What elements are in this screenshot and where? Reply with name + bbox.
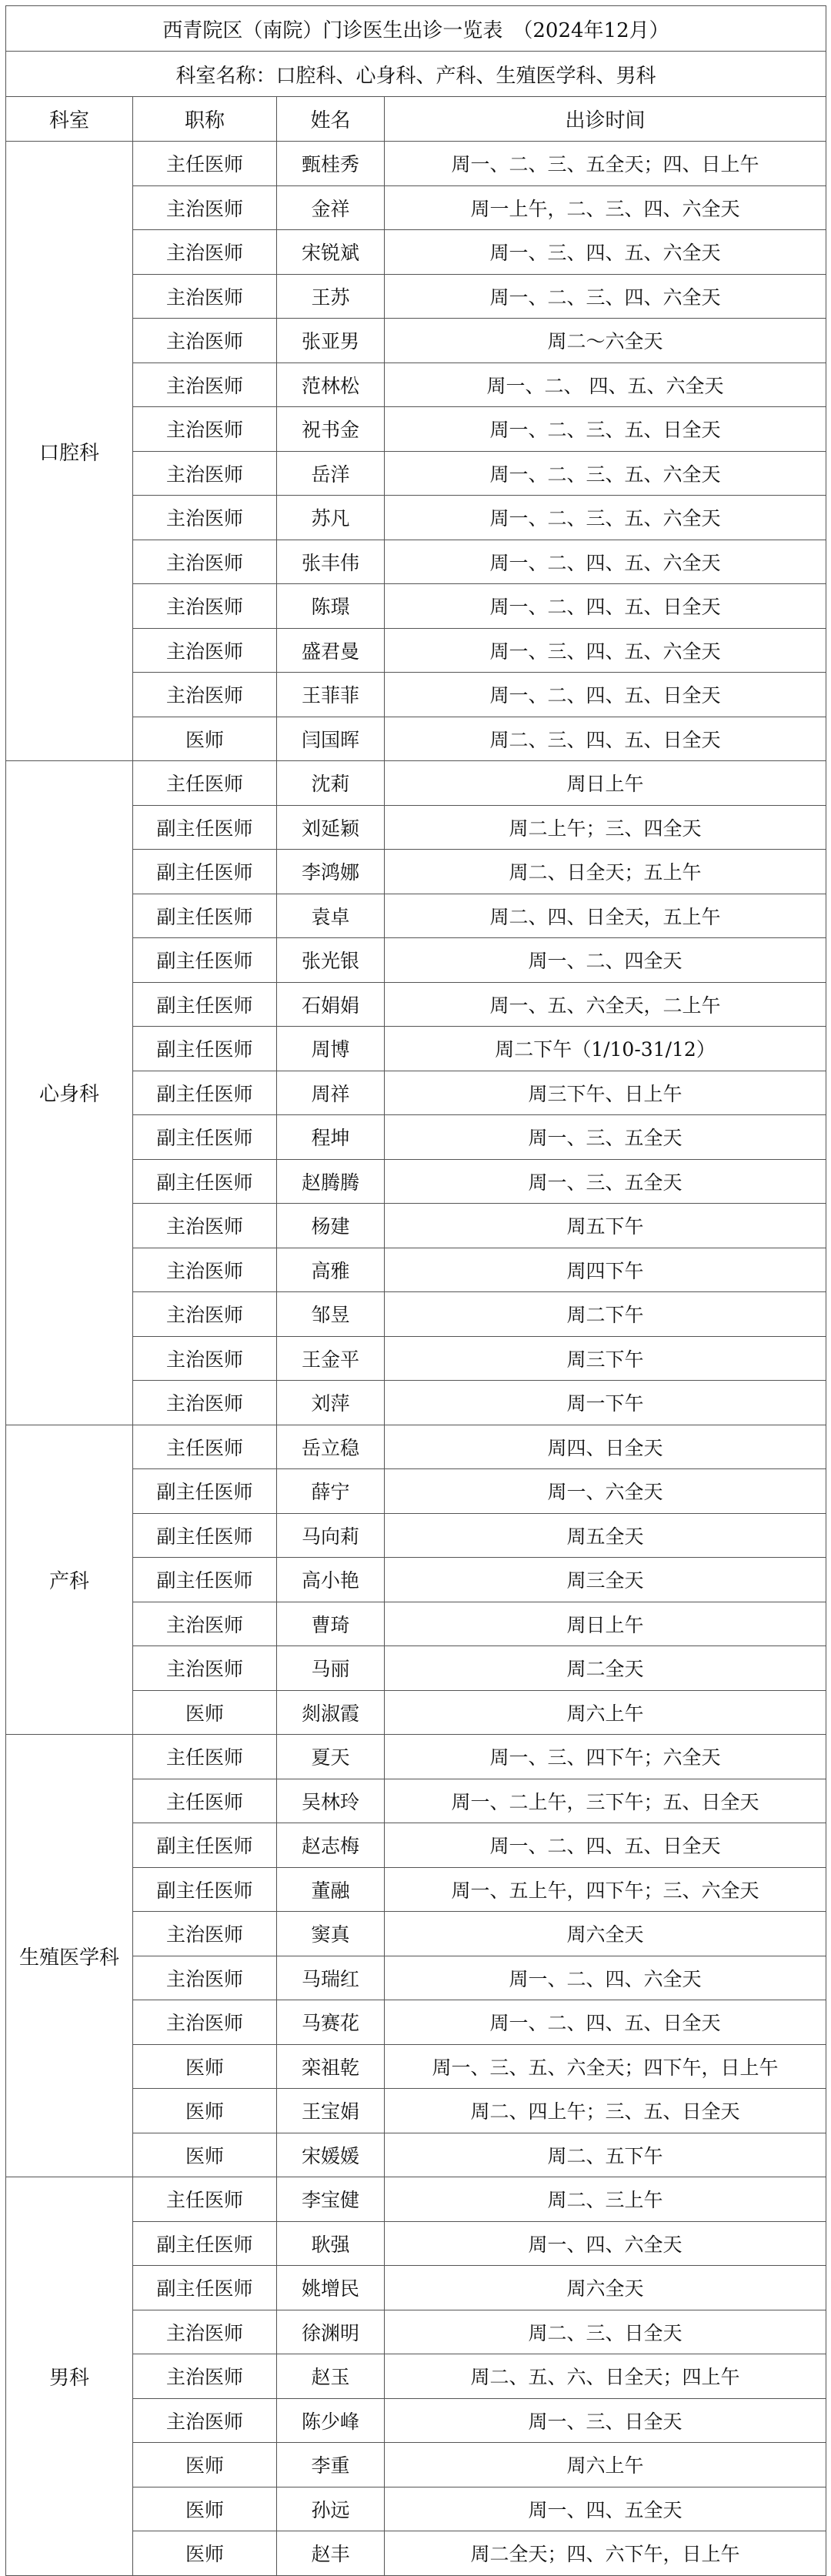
doctor-schedule: 周一、四、六全天 [385, 2221, 826, 2266]
department-name: 产科 [6, 1425, 133, 1735]
doctor-schedule: 周二全天；四、六下午，日上午 [385, 2531, 826, 2576]
doctor-name: 高雅 [277, 1248, 385, 1292]
doctor-name: 苏凡 [277, 496, 385, 540]
doctor-schedule: 周六上午 [385, 1690, 826, 1735]
department-name: 口腔科 [6, 142, 133, 761]
table-row [6, 1425, 826, 1469]
doctor-name: 薛宁 [277, 1469, 385, 1514]
doctor-schedule: 周日上午 [385, 761, 826, 806]
doctor-schedule: 周三全天 [385, 1558, 826, 1602]
doctor-schedule: 周四下午 [385, 1248, 826, 1292]
doctor-schedule: 周一、五、六全天，二上午 [385, 982, 826, 1027]
doctor-rank: 主治医师 [133, 496, 277, 540]
doctor-rank: 副主任医师 [133, 1115, 277, 1160]
doctor-rank: 主治医师 [133, 1646, 277, 1691]
department-name: 生殖医学科 [6, 1735, 133, 2177]
doctor-name: 赵志梅 [277, 1823, 385, 1868]
doctor-schedule: 周六全天 [385, 1912, 826, 1956]
doctor-rank: 主治医师 [133, 407, 277, 452]
doctor-name: 李鸿娜 [277, 850, 385, 894]
doctor-rank: 主治医师 [133, 274, 277, 319]
doctor-name: 沈莉 [277, 761, 385, 806]
header-dept: 科室 [6, 97, 133, 142]
doctor-schedule: 周六上午 [385, 2443, 826, 2487]
doctor-rank: 主治医师 [133, 2398, 277, 2443]
doctor-rank: 医师 [133, 2089, 277, 2133]
doctor-name: 李重 [277, 2443, 385, 2487]
doctor-schedule: 周一、二、三、四、六全天 [385, 274, 826, 319]
doctor-rank: 副主任医师 [133, 894, 277, 938]
doctor-schedule: 周二上午；三、四全天 [385, 805, 826, 850]
doctor-rank: 副主任医师 [133, 1823, 277, 1868]
header-rank: 职称 [133, 97, 277, 142]
doctor-rank: 主治医师 [133, 319, 277, 363]
doctor-name: 宋媛媛 [277, 2133, 385, 2177]
doctor-rank: 主治医师 [133, 1381, 277, 1425]
doctor-rank: 主治医师 [133, 628, 277, 673]
doctor-rank: 主治医师 [133, 540, 277, 584]
doctor-name: 岳洋 [277, 451, 385, 496]
doctor-name: 马瑞红 [277, 1956, 385, 2000]
doctor-name: 徐渊明 [277, 2310, 385, 2354]
doctor-schedule: 周一、三、四、五、六全天 [385, 230, 826, 275]
doctor-name: 杨建 [277, 1204, 385, 1248]
doctor-schedule: 周一、六全天 [385, 1469, 826, 1514]
table-row [6, 2177, 826, 2222]
doctor-rank: 主治医师 [133, 451, 277, 496]
doctor-name: 岳立稳 [277, 1425, 385, 1469]
doctor-rank: 医师 [133, 2531, 277, 2576]
doctor-schedule: 周一、二、三、五、日全天 [385, 407, 826, 452]
doctor-rank: 主治医师 [133, 2000, 277, 2045]
doctor-schedule: 周二、三、日全天 [385, 2310, 826, 2354]
doctor-name: 赵玉 [277, 2354, 385, 2399]
doctor-rank: 副主任医师 [133, 805, 277, 850]
doctor-name: 赵丰 [277, 2531, 385, 2576]
doctor-name: 盛君曼 [277, 628, 385, 673]
doctor-rank: 主任医师 [133, 142, 277, 186]
doctor-rank: 医师 [133, 2133, 277, 2177]
doctor-rank: 主任医师 [133, 1425, 277, 1469]
doctor-schedule: 周五全天 [385, 1513, 826, 1558]
doctor-rank: 医师 [133, 2487, 277, 2531]
doctor-rank: 副主任医师 [133, 850, 277, 894]
doctor-name: 夏天 [277, 1735, 385, 1779]
doctor-rank: 副主任医师 [133, 2221, 277, 2266]
doctor-schedule: 周一、二、四、六全天 [385, 1956, 826, 2000]
doctor-schedule: 周一、二、四、五、六全天 [385, 540, 826, 584]
doctor-schedule: 周一、二、四、五、日全天 [385, 584, 826, 629]
doctor-name: 邹昱 [277, 1292, 385, 1337]
doctor-name: 周祥 [277, 1071, 385, 1115]
doctor-rank: 医师 [133, 1690, 277, 1735]
doctor-name: 甄桂秀 [277, 142, 385, 186]
doctor-rank: 主治医师 [133, 1336, 277, 1381]
doctor-rank: 副主任医师 [133, 2266, 277, 2310]
doctor-schedule: 周一、三、四、五、六全天 [385, 628, 826, 673]
doctor-schedule: 周一、二、三、五、六全天 [385, 496, 826, 540]
table-row [6, 142, 826, 186]
page-title: 西青院区（南院）门诊医生出诊一览表 （2024年12月） [6, 6, 826, 52]
doctor-name: 袁卓 [277, 894, 385, 938]
doctor-rank: 副主任医师 [133, 1469, 277, 1514]
table-row [6, 1735, 826, 1779]
doctor-name: 董融 [277, 1867, 385, 1912]
doctor-schedule: 周一上午，二、三、四、六全天 [385, 185, 826, 230]
department-list-subtitle: 科室名称：口腔科、心身科、产科、生殖医学科、男科 [6, 52, 826, 97]
doctor-rank: 主任医师 [133, 1735, 277, 1779]
doctor-name: 王宝娟 [277, 2089, 385, 2133]
schedule-table [5, 5, 826, 2576]
doctor-rank: 副主任医师 [133, 1558, 277, 1602]
doctor-rank: 主治医师 [133, 1956, 277, 2000]
doctor-schedule: 周一、二上午，三下午；五、日全天 [385, 1779, 826, 1823]
department-name: 心身科 [6, 761, 133, 1425]
doctor-name: 陈少峰 [277, 2398, 385, 2443]
header-schedule: 出诊时间 [385, 97, 826, 142]
doctor-schedule: 周二、四上午；三、五、日全天 [385, 2089, 826, 2133]
doctor-schedule: 周一、四、五全天 [385, 2487, 826, 2531]
doctor-rank: 主治医师 [133, 673, 277, 717]
doctor-schedule: 周二、三上午 [385, 2177, 826, 2222]
doctor-name: 金祥 [277, 185, 385, 230]
doctor-name: 窦真 [277, 1912, 385, 1956]
doctor-rank: 主任医师 [133, 761, 277, 806]
doctor-schedule: 周日上午 [385, 1602, 826, 1646]
doctor-name: 高小艳 [277, 1558, 385, 1602]
subtitle-row [6, 52, 826, 97]
doctor-schedule: 周二、五、六、日全天；四上午 [385, 2354, 826, 2399]
doctor-name: 王苏 [277, 274, 385, 319]
schedule-table-body [6, 6, 826, 2576]
doctor-name: 石娟娟 [277, 982, 385, 1027]
doctor-schedule: 周五下午 [385, 1204, 826, 1248]
doctor-schedule: 周二全天 [385, 1646, 826, 1691]
doctor-rank: 医师 [133, 2044, 277, 2089]
doctor-name: 马赛花 [277, 2000, 385, 2045]
doctor-rank: 主治医师 [133, 1602, 277, 1646]
doctor-rank: 主治医师 [133, 1248, 277, 1292]
doctor-schedule: 周二、日全天；五上午 [385, 850, 826, 894]
doctor-name: 孙远 [277, 2487, 385, 2531]
doctor-rank: 主治医师 [133, 1204, 277, 1248]
doctor-rank: 主任医师 [133, 2177, 277, 2222]
doctor-rank: 医师 [133, 717, 277, 761]
doctor-name: 马向莉 [277, 1513, 385, 1558]
doctor-rank: 副主任医师 [133, 1513, 277, 1558]
doctor-name: 张丰伟 [277, 540, 385, 584]
doctor-rank: 主治医师 [133, 1292, 277, 1337]
doctor-schedule: 周二、五下午 [385, 2133, 826, 2177]
doctor-rank: 医师 [133, 2443, 277, 2487]
doctor-name: 祝书金 [277, 407, 385, 452]
doctor-rank: 副主任医师 [133, 938, 277, 983]
doctor-rank: 副主任医师 [133, 982, 277, 1027]
doctor-schedule: 周二下午 [385, 1292, 826, 1337]
doctor-schedule: 周一、三、五、六全天；四下午，日上午 [385, 2044, 826, 2089]
header-row [6, 97, 826, 142]
department-name: 男科 [6, 2177, 133, 2576]
doctor-name: 王菲菲 [277, 673, 385, 717]
doctor-name: 姚增民 [277, 2266, 385, 2310]
doctor-schedule: 周二、三、四、五、日全天 [385, 717, 826, 761]
doctor-schedule: 周一、二、三、五、六全天 [385, 451, 826, 496]
doctor-name: 张亚男 [277, 319, 385, 363]
doctor-schedule: 周二下午（1/10-31/12） [385, 1027, 826, 1071]
doctor-schedule: 周三下午 [385, 1336, 826, 1381]
doctor-rank: 主治医师 [133, 230, 277, 275]
doctor-schedule: 周一、二、四全天 [385, 938, 826, 983]
doctor-rank: 主治医师 [133, 2354, 277, 2399]
doctor-schedule: 周二～六全天 [385, 319, 826, 363]
doctor-schedule: 周三下午、日上午 [385, 1071, 826, 1115]
doctor-name: 耿强 [277, 2221, 385, 2266]
doctor-name: 赵腾腾 [277, 1159, 385, 1204]
doctor-schedule: 周四、日全天 [385, 1425, 826, 1469]
doctor-name: 栾祖乾 [277, 2044, 385, 2089]
doctor-rank: 副主任医师 [133, 1159, 277, 1204]
doctor-schedule: 周一、二、四、五、日全天 [385, 2000, 826, 2045]
doctor-schedule: 周一、三、四下午；六全天 [385, 1735, 826, 1779]
doctor-rank: 主治医师 [133, 1912, 277, 1956]
doctor-name: 剡淑霞 [277, 1690, 385, 1735]
doctor-rank: 副主任医师 [133, 1027, 277, 1071]
doctor-schedule: 周一、二、三、五全天；四、日上午 [385, 142, 826, 186]
doctor-schedule: 周一、三、五全天 [385, 1159, 826, 1204]
doctor-schedule: 周一、五上午，四下午；三、六全天 [385, 1867, 826, 1912]
doctor-name: 吴林玲 [277, 1779, 385, 1823]
doctor-name: 程坤 [277, 1115, 385, 1160]
doctor-name: 陈璟 [277, 584, 385, 629]
doctor-name: 周博 [277, 1027, 385, 1071]
doctor-name: 王金平 [277, 1336, 385, 1381]
doctor-name: 刘萍 [277, 1381, 385, 1425]
doctor-name: 张光银 [277, 938, 385, 983]
doctor-rank: 主任医师 [133, 1779, 277, 1823]
doctor-rank: 主治医师 [133, 2310, 277, 2354]
doctor-name: 宋锐斌 [277, 230, 385, 275]
doctor-rank: 副主任医师 [133, 1071, 277, 1115]
doctor-name: 刘延颖 [277, 805, 385, 850]
doctor-name: 范林松 [277, 363, 385, 407]
doctor-schedule: 周一、三、日全天 [385, 2398, 826, 2443]
doctor-schedule: 周六全天 [385, 2266, 826, 2310]
doctor-schedule: 周一、三、五全天 [385, 1115, 826, 1160]
title-row [6, 6, 826, 52]
doctor-schedule: 周一、二、 四、五、六全天 [385, 363, 826, 407]
doctor-rank: 主治医师 [133, 185, 277, 230]
doctor-rank: 主治医师 [133, 363, 277, 407]
doctor-name: 李宝健 [277, 2177, 385, 2222]
doctor-rank: 主治医师 [133, 584, 277, 629]
doctor-schedule: 周二、四、日全天，五上午 [385, 894, 826, 938]
doctor-schedule: 周一、二、四、五、日全天 [385, 1823, 826, 1868]
doctor-name: 闫国晖 [277, 717, 385, 761]
doctor-name: 曹琦 [277, 1602, 385, 1646]
table-row [6, 761, 826, 806]
doctor-rank: 副主任医师 [133, 1867, 277, 1912]
doctor-schedule: 周一、二、四、五、日全天 [385, 673, 826, 717]
doctor-name: 马丽 [277, 1646, 385, 1691]
header-name: 姓名 [277, 97, 385, 142]
doctor-schedule: 周一下午 [385, 1381, 826, 1425]
